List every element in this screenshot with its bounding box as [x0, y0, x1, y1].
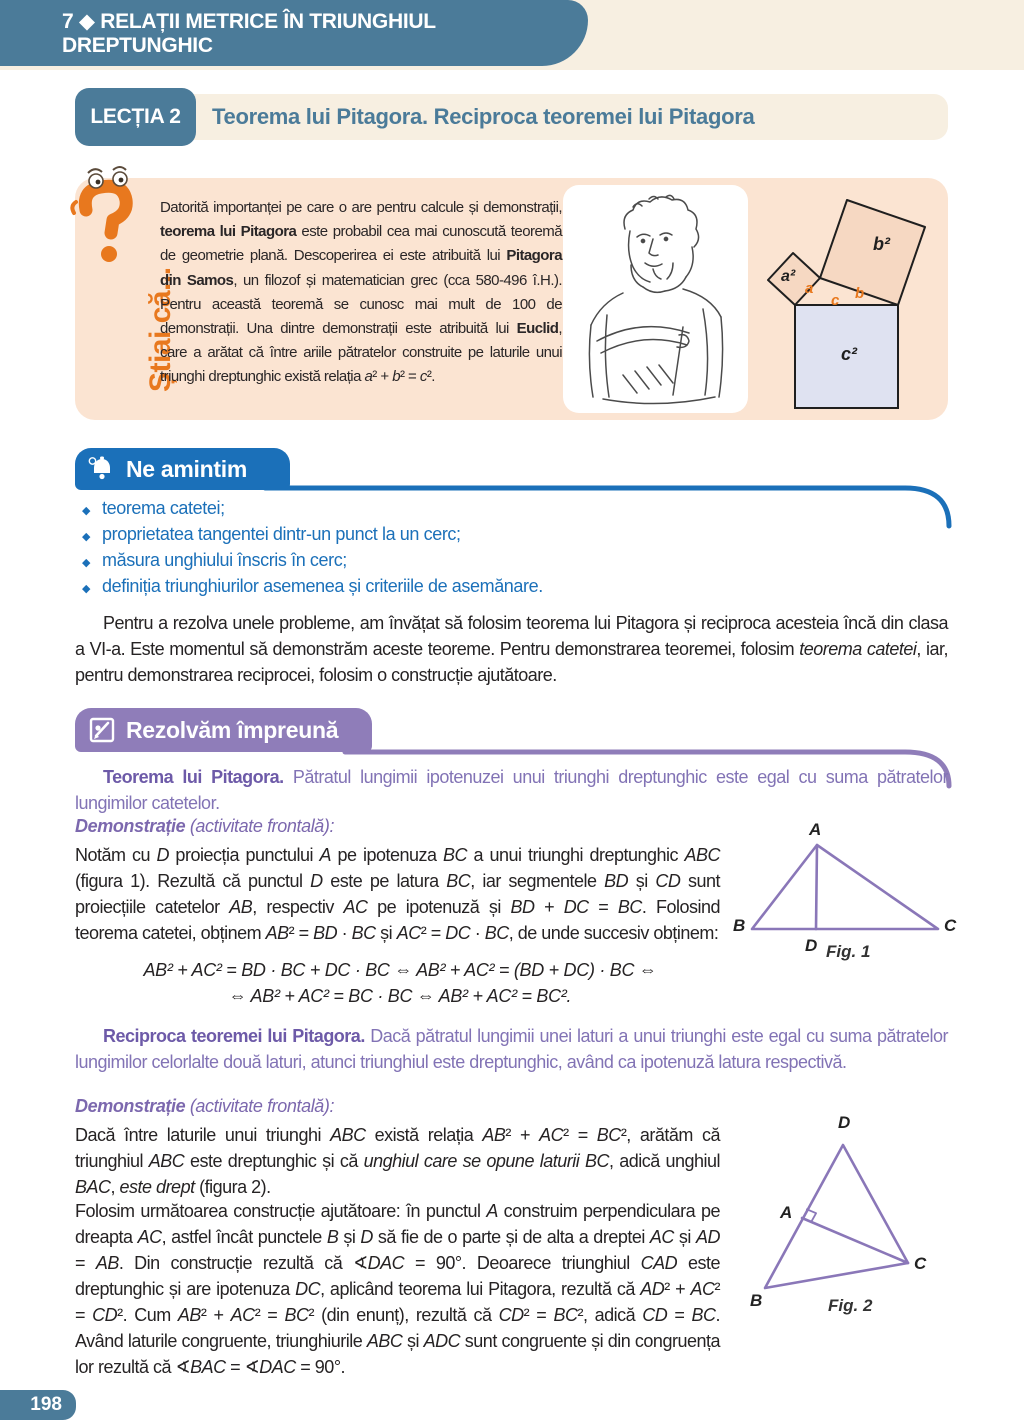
page-number-badge [0, 1390, 76, 1420]
list-item: ◆ măsura unghiului înscris în cerc; [82, 550, 347, 570]
figure-1-label-B: B [733, 916, 746, 935]
remember-paragraph: Pentru a rezolva unele probleme, am învățat să folosim teorema lui Pitagora și reciproca acesteia încă din clasa a VI-a. Este momentul să demonstrăm aceste teoreme. Pentru demonstrarea teoremei, folosim teorema catetei, iar, pentru demonstrarea reciprocei, folosim o construcție ajutătoare. [75, 613, 948, 685]
lesson-title: Teorema lui Pitagora. Reciproca teoremei lui Pitagora [212, 104, 755, 129]
figure-2-label-B: B [750, 1291, 763, 1310]
diamond-bullet-icon: ◆ [82, 531, 91, 543]
square-a2-label: a² [781, 268, 796, 285]
diamond-bullet-icon: ◆ [82, 557, 91, 569]
lesson-badge-label: LECȚIA 2 [90, 105, 181, 128]
side-c-label: c [831, 292, 840, 309]
pythagoras-statue-sketch [563, 185, 748, 413]
figure-2-label-A: A [780, 1203, 793, 1222]
proof-paragraph-2a: Dacă între laturile unui triunghi ABC există relația AB² + AC² = BC², arătăm că triunghiul ABC este dreptunghic și că unghiul care se opune laturii BC, adică unghiul BAC, este drept (figura 2). [75, 1125, 721, 1197]
figure-1-label-D: D [805, 936, 818, 955]
solve-together-header [75, 708, 372, 752]
theorem-paragraph: Teorema lui Pitagora. Pătratul lungimii ipotenuzei unui triunghi dreptunghic este egal cu suma pătratelor lungimilor catetelor. [75, 767, 949, 813]
lesson-badge [75, 88, 196, 146]
figure-1-label-A: A [809, 820, 822, 839]
solve-together-title: Rezolvăm împreună [126, 716, 339, 743]
figure-2-caption: Fig. 2 [828, 1296, 873, 1315]
diamond-bullet-icon: ◆ [82, 505, 91, 517]
chapter-header [0, 0, 588, 66]
bell-icon [87, 454, 117, 484]
square-c2-label: c² [841, 344, 858, 364]
equation-line-1: AB² + AC² = BD · BC + DC · BC ⇔ AB² + AC² = (BD + DC) · BC ⇔ [143, 960, 657, 980]
list-item: ◆ proprietatea tangentei dintr-un punct la un cerc; [82, 524, 461, 544]
remember-header [75, 448, 290, 490]
side-b-label: b [855, 285, 865, 302]
proof-paragraph-2b: Folosim următoarea construcție ajutătoare: în punctul A construim perpendiculara pe dreapta AC, astfel încât punctele B și D să fie de o parte și de alta a dreptei AC și AD = AB. Din construcție rezultă că ∢DAC = 90°. Deoarece triunghiul CAD este dreptunghic și are ipotenuza DC, aplicând teorema lui Pitagora, rezultă că AD² + AC² = CD². Cum AB² + AC² = BC² (din enunț), rezultă că CD² = BC², adică CD = BC. Având laturile congruente, triunghiurile ABC și ADC sunt congruente și din congruența lor rezultă că ∢BAC = ∢DAC = 90°. [75, 1201, 721, 1377]
page-number: 198 [30, 1394, 62, 1415]
figure-2-label-C: C [914, 1254, 927, 1273]
diamond-bullet-icon: ◆ [82, 583, 91, 595]
figure-2-label-D: D [838, 1113, 851, 1132]
did-you-know-vertical-label: Știai că... [144, 267, 177, 392]
figure-1-label-C: C [944, 916, 957, 935]
proof-label: Demonstrație (activitate frontală): [75, 816, 335, 836]
pythagoras-squares-diagram [753, 182, 945, 415]
did-you-know-text: Datorită importanței pe care o are pentru calcule și demonstrații, teorema lui Pitagora este probabil cea mai cunoscută teoremă de geometrie plană. Descoperirea ei este atribuită lui Pitagora din Samos, un filozof și matematician grec (cca 580-496 î.H.). Pentru această teoremă se cunosc mai mult de 100 de demonstrații. Una dintre demonstrații este atribuită lui Euclid, care a arătat că între ariile pătratelor construite pe laturile unui triunghi dreptunghic există relația a² + b² = c². [160, 199, 563, 386]
converse-paragraph: Reciproca teoremei lui Pitagora. Dacă pătratul lungimii unei laturi a unui triunghi este egal cu suma pătratelor lungimilor celorlalte două laturi, atunci triunghiul este dreptunghic, având ca ipotenuză latura respectivă. [75, 1026, 948, 1072]
chapter-header-label: 7 ◆ RELAȚII METRICE ÎN TRIUNGHIUL DREPTUNGHIC [62, 9, 436, 57]
writing-board-icon [87, 715, 117, 745]
list-item: ◆ definiția triunghiurilor asemenea și criteriile de asemănare. [82, 576, 543, 596]
square-b2-label: b² [873, 234, 890, 254]
figure-2 [742, 1108, 967, 1320]
remember-list [82, 498, 948, 602]
figure-1-caption: Fig. 1 [826, 942, 871, 961]
side-a-label: a [805, 280, 814, 297]
proof-paragraph-1: Notăm cu D proiecția punctului A pe ipotenuza BC a unui triunghi dreptunghic ABC (figura 1). Rezultă că punctul D este pe latura BC, iar segmentele BD și CD sunt proiecțiile catetelor AB, respectiv AC pe ipotenuză și BD + DC = BC. Folosind teorema catetei, obținem AB² = BD · BC și AC² = DC · BC, de unde succesiv obținem: [75, 845, 721, 943]
figure-2-svg [742, 1108, 967, 1320]
squares-diagram-svg [753, 182, 945, 415]
proof-label-2: Demonstrație (activitate frontală): [75, 1096, 335, 1116]
remember-title: Ne amintim [126, 455, 247, 482]
list-item: ◆ teorema catetei; [82, 498, 225, 518]
figure-1 [733, 820, 968, 970]
equation-line-2: ⇔ AB² + AC² = BC · BC ⇔ AB² + AC² = BC². [228, 986, 572, 1006]
